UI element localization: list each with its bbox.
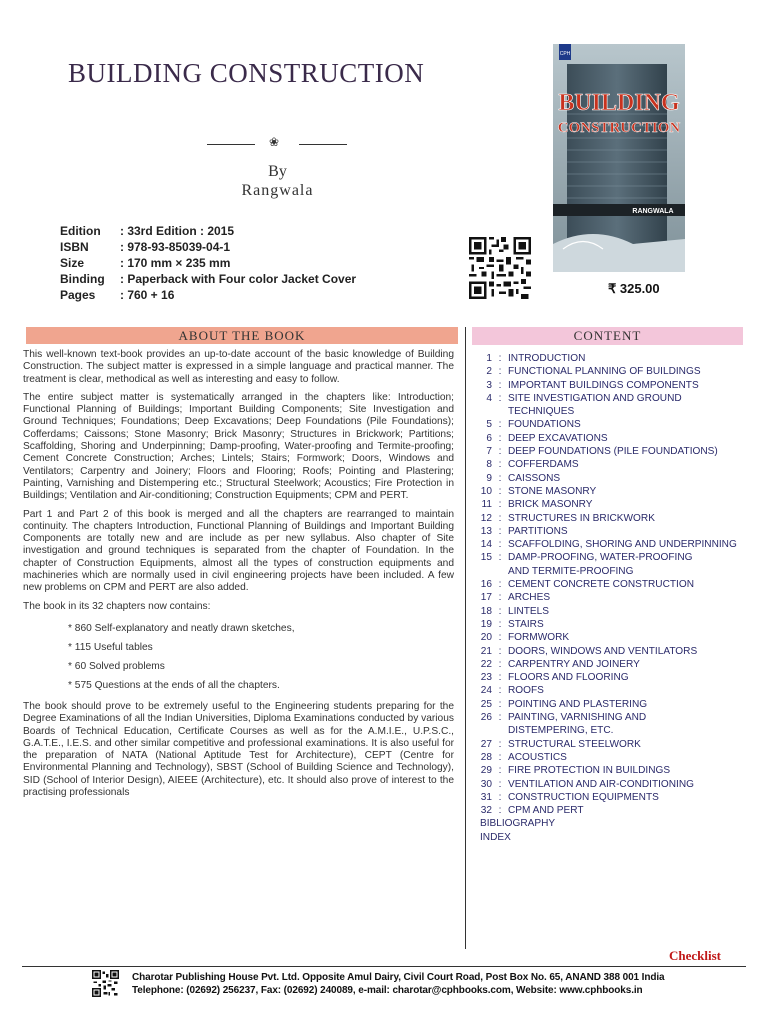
toc-item: 9 : CAISSONS <box>486 472 561 484</box>
spec-isbn: ISBN : 978-93-85039-04-1 <box>60 240 231 254</box>
cover-publisher: CPH <box>559 51 571 57</box>
toc-item: 17 : ARCHES <box>480 592 551 604</box>
footer-qr-code-icon[interactable] <box>92 970 119 997</box>
spec-pages: Pages : 760 + 16 <box>60 288 175 302</box>
content-section-header: CONTENT <box>472 327 743 345</box>
about-paragraph: The entire subject matter is systematically arranged in the chapters like: Introduction; Functional Planning of Buildings; Important Building Components; Site Investigation and Ground Techniques; Foundations; Deep Excavations; Deep Foundations (Pile Foundations); Cofferdams; Caissons; Stone Masonry; Brick Masonry; Structures in Brickwork; Partitions; Scaffolding, Shoring and Underpinning; Damp-proofing, Water-proofing and Termite-proofing; Cement Concrete Construction; Arches; Lintels; Stairs; Formwork; Doors, Windows and Ventilators; Carpentry and Joinery; Floors and Flooring; Roofs; Pointing and Plastering; Painting, Varnishing and Distempering etc.; Structural Steelwork; Acoustics; Fire Protection in Buildings; Ventilation and Air-conditioning; Construction Equipments; CPM and PERT. <box>23 391 454 502</box>
publisher-contact <box>132 971 665 997</box>
column-divider <box>465 327 466 949</box>
qr-code-icon[interactable] <box>469 237 531 299</box>
about-paragraph: Part 1 and Part 2 of this book is merged and all the chapters are rearranged to maintain continuity. The chapters Introduction, Functional Planning of Buildings and Important Building Components are totally new and are include as per new syllabus. Also chapter of Site investigation and ground techniques is separated from the chapter of Foundation. In the chapter of Construction Equipments, almost all the types of construction equipments and machineries which are normally used in civil engineering projects have been included. A few new problems on CPM and PERT are also added. <box>23 508 454 594</box>
about-paragraph: This well-known text-book provides an up-to-date account of the basic knowledge of Building Construction. The subject matter is expressed in a simple language and practical manner. The treatment is clear, methodical as well as interesting and easy to follow. <box>23 349 454 385</box>
toc-item: 14 : SCAFFOLDING, SHORING AND UNDERPINNING <box>480 539 737 551</box>
toc-item: 28 : ACOUSTICS <box>480 751 567 763</box>
book-cover-image <box>553 44 685 272</box>
toc-item: 20 : FORMWORK <box>480 632 570 644</box>
list-item: * 860 Self-explanatory and neatly drawn sketches, <box>68 622 295 634</box>
list-item: * 115 Useful tables <box>68 641 153 653</box>
toc-item: 32 : CPM AND PERT <box>480 805 584 817</box>
title-ornament <box>207 137 347 151</box>
list-item: * 575 Questions at the ends of all the chapters. <box>68 679 280 691</box>
toc-item: 10 : STONE MASONRY <box>480 485 597 497</box>
publisher-address: Charotar Publishing House Pvt. Ltd. Opposite Amul Dairy, Civil Court Road, Post Box No. 65, ANAND 388 001 India <box>132 972 665 983</box>
toc-item: 1 : INTRODUCTION <box>486 353 586 364</box>
spec-edition: Edition : 33rd Edition : 2015 <box>60 224 235 238</box>
publisher-phone-email: Telephone: (02692) 256237, Fax: (02692) 240089, e-mail: charotar@cphbooks.com, Website: www.cphbooks.in <box>132 985 643 996</box>
cover-author: RANGWALA <box>632 208 674 215</box>
toc-item: 23 : FLOORS AND FLOORING <box>480 672 629 684</box>
feature-list <box>23 619 454 695</box>
toc-item: 3 : IMPORTANT BUILDINGS COMPONENTS <box>486 379 699 391</box>
by-label: By <box>268 163 287 180</box>
checklist-link[interactable]: Checklist <box>669 948 721 963</box>
toc-bibliography: BIBLIOGRAPHY <box>480 818 556 830</box>
toc-item: 8 : COFFERDAMS <box>486 459 579 471</box>
about-paragraph: The book in its 32 chapters now contains: <box>23 600 211 612</box>
toc-item: 29 : FIRE PROTECTION IN BUILDINGS <box>480 765 671 777</box>
cover-title-line2: CONSTRUCTION <box>557 120 681 136</box>
about-text <box>23 349 454 805</box>
toc-item: 26 : PAINTING, VARNISHING AND DISTEMPERING, ETC. <box>480 712 647 737</box>
table-of-contents <box>480 352 750 844</box>
toc-item: 11 : BRICK MASONRY <box>481 499 593 511</box>
cover-title-line1: BUILDING <box>558 90 680 116</box>
toc-item: 12 : STRUCTURES IN BRICKWORK <box>480 512 655 524</box>
about-section-header: ABOUT THE BOOK <box>26 327 458 344</box>
footer-divider <box>22 966 746 967</box>
toc-item: 16 : CEMENT CONCRETE CONSTRUCTION <box>480 579 694 591</box>
toc-item: 15 : DAMP-PROOFING, WATER-PROOFING AND TERMITE-PROOFING <box>480 552 693 577</box>
toc-item: 13 : PARTITIONS <box>480 525 568 537</box>
about-paragraph: The book should prove to be extremely useful to the Engineering students preparing for the Degree Examinations of all the Indian Universities, Diploma Examinations conducted by various Boards of Technical Education, Certificate Courses as well as for the A.M.I.E., U.P.S.C., G.A.T.E., I.E.S. and other similar competitive and professional examinations. It is also useful for the preparation of NATA (National Aptitude Test for Architecture), CEPT (Centre for Environmental Planning and Technology), SBST (School of Building Science and Technology), SID (School of Interior Design), AIEEE (Architecture), etc. It should also prove of interest to the practising professionals <box>23 700 454 799</box>
book-price: ₹ 325.00 <box>608 281 660 296</box>
toc-item: 21 : DOORS, WINDOWS AND VENTILATORS <box>480 645 698 657</box>
book-title: BUILDING CONSTRUCTION <box>68 58 425 88</box>
toc-item: 22 : CARPENTRY AND JOINERY <box>480 658 640 670</box>
list-item: * 60 Solved problems <box>68 660 165 672</box>
toc-item: 4 : SITE INVESTIGATION AND GROUND TECHNIQUES <box>486 392 682 418</box>
toc-item: 24 : ROOFS <box>480 685 544 697</box>
toc-item: 6 : DEEP EXCAVATIONS <box>486 432 608 444</box>
flower-icon: ❀ <box>269 135 280 149</box>
toc-item: 2 : FUNCTIONAL PLANNING OF BUILDINGS <box>486 366 701 378</box>
spec-size: Size : 170 mm × 235 mm <box>60 256 231 270</box>
toc-item: 30 : VENTILATION AND AIR-CONDITIONING <box>480 778 695 790</box>
toc-item: 27 : STRUCTURAL STEELWORK <box>480 738 641 750</box>
toc-item: 18 : LINTELS <box>480 605 549 617</box>
toc-item: 19 : STAIRS <box>480 618 544 630</box>
author-name: Rangwala <box>241 182 314 199</box>
toc-item: 7 : DEEP FOUNDATIONS (PILE FOUNDATIONS) <box>486 446 718 458</box>
spec-binding: Binding : Paperback with Four color Jacket Cover <box>60 272 357 286</box>
book-specs <box>60 223 356 303</box>
toc-item: 31 : CONSTRUCTION EQUIPMENTS <box>480 791 659 803</box>
toc-item: 5 : FOUNDATIONS <box>486 419 581 431</box>
toc-item: 25 : POINTING AND PLASTERING <box>480 698 648 710</box>
toc-index: INDEX <box>480 831 511 843</box>
